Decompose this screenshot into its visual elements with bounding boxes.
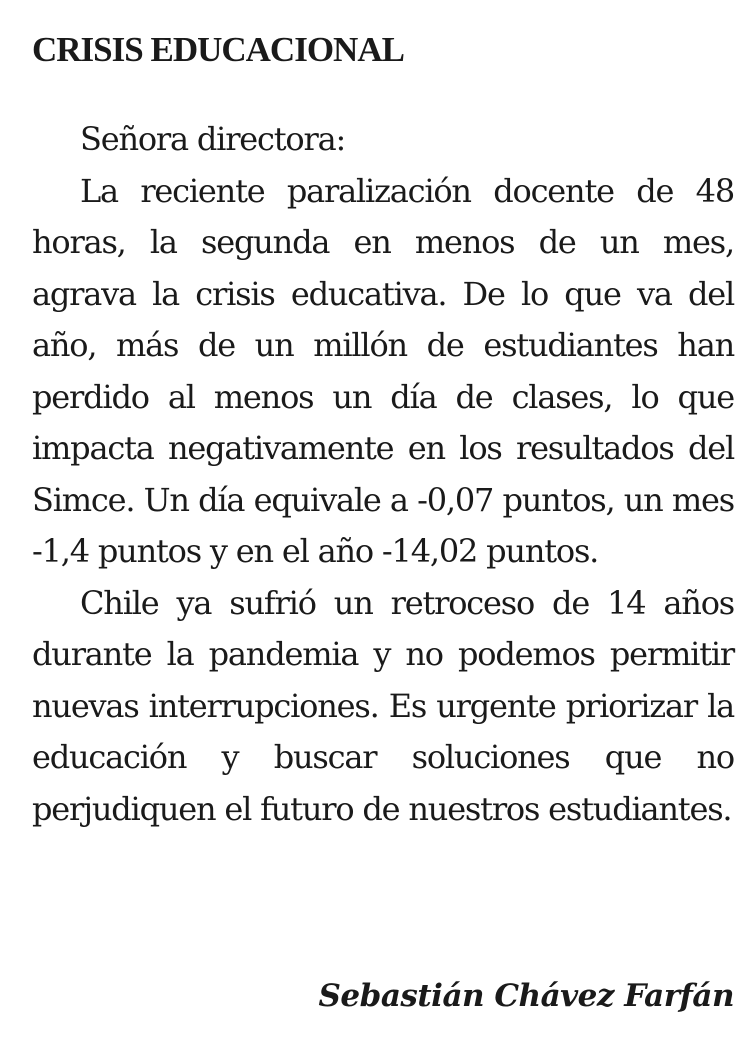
author-signature: Sebastián Chávez Farfán: [318, 978, 734, 1014]
letter-body: [32, 114, 734, 835]
letter-to-editor: [32, 22, 734, 835]
paragraph-2: Chile ya sufrió un retroceso de 14 años durante la pandemia y no podemos permitir nuevas interrupciones. Es urgente priorizar la educación y buscar soluciones que no perjudiquen el futuro de nuestros estudiantes.: [32, 583, 734, 828]
letter-headline: CRISIS EDUCACIONAL: [32, 30, 404, 69]
paragraph-1: La reciente paralización docente de 48 horas, la segunda en menos de un mes, agrava la crisis educativa. De lo que va del año, más de un millón de estudiantes han perdido al menos un día de clases, lo que impacta negativamente en los resultados del Simce. Un día equivale a -0,07 puntos, un mes -1,4 puntos y en el año -14,02 puntos.: [32, 171, 734, 570]
salutation: Señora directora:: [80, 120, 346, 158]
